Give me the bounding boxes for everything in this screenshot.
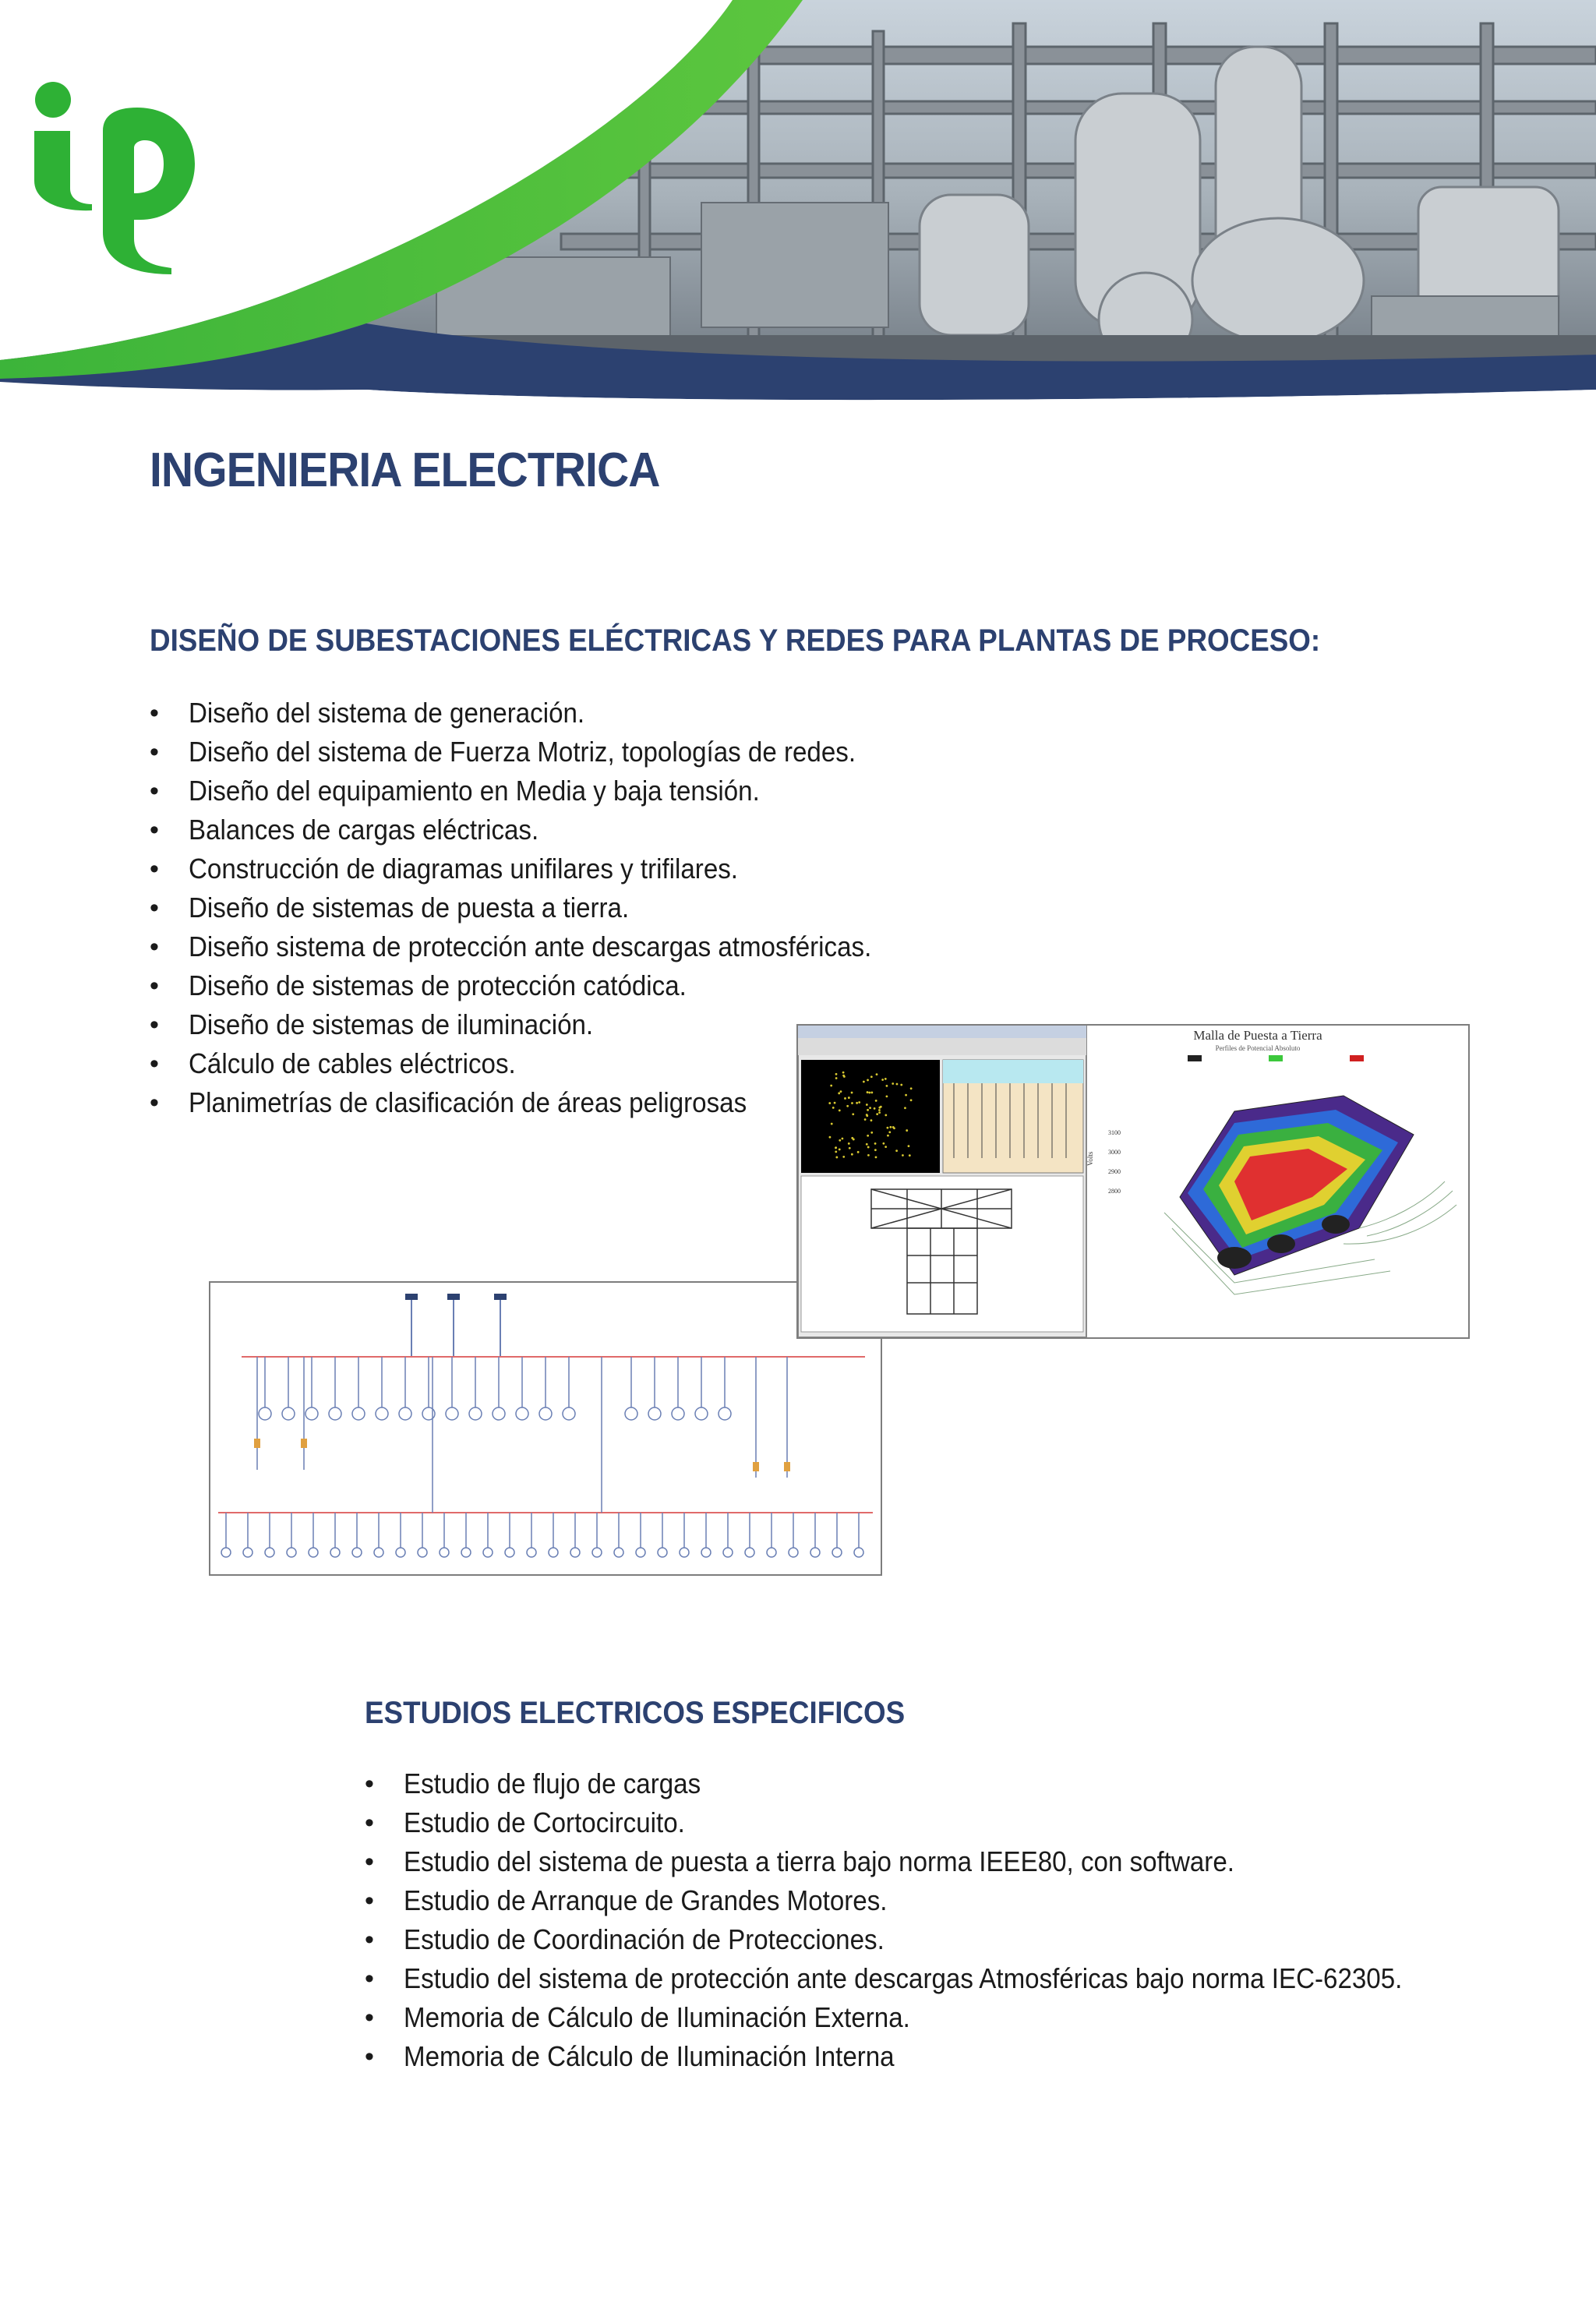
list-item: • Estudio del sistema de puesta a tierra bajo norma IEEE80, con software.	[365, 1845, 1234, 1877]
list-item: • Memoria de Cálculo de Iluminación Externa.	[365, 2001, 910, 2033]
list-item: • Diseño del sistema de generación.	[150, 697, 585, 729]
list-item: • Estudio de flujo de cargas	[365, 1767, 701, 1799]
axis-label: Volts	[1086, 1151, 1094, 1166]
single-line-diagram	[210, 1283, 881, 1574]
list-item: • Diseño del equipamiento en Media y baja tensión.	[150, 775, 760, 807]
y-tick: 2800	[1108, 1188, 1121, 1195]
list-item: • Estudio de Coordinación de Protecciones.	[365, 1923, 885, 1955]
page-title: INGENIERIA ELECTRICA	[150, 443, 660, 497]
software-window	[798, 1026, 1086, 1337]
list-item: • Estudio de Cortocircuito.	[365, 1806, 685, 1838]
list-item: • Diseño del sistema de Fuerza Motriz, topologías de redes.	[150, 736, 856, 768]
list-item: • Diseño de sistemas de puesta a tierra.	[150, 892, 630, 923]
grounding-grid-software-screenshot	[798, 1026, 1468, 1337]
specific-studies-list	[365, 1764, 1489, 2076]
list-item: • Memoria de Cálculo de Iluminación Interna	[365, 2040, 895, 2072]
list-item: • Construcción de diagramas unifilares y trifilares.	[150, 853, 739, 885]
list-item: • Estudio de Arranque de Grandes Motores.	[365, 1884, 888, 1916]
section-heading-substation-design: DISEÑO DE SUBESTACIONES ELÉCTRICAS Y REDES PARA PLANTAS DE PROCESO:	[150, 623, 1321, 658]
y-tick: 3000	[1108, 1149, 1121, 1156]
list-item: • Balances de cargas eléctricas.	[150, 814, 539, 846]
list-item: • Diseño de sistemas de iluminación.	[150, 1008, 594, 1040]
plot-subtitle: Perfiles de Potencial Absoluto	[1215, 1044, 1301, 1052]
y-tick: 2900	[1108, 1168, 1121, 1175]
plot-title: Malla de Puesta a Tierra	[1193, 1028, 1322, 1043]
grounding-grid-figure	[796, 1024, 1470, 1339]
y-tick: 3100	[1108, 1129, 1121, 1136]
list-item: • Cálculo de cables eléctricos.	[150, 1047, 516, 1079]
list-item: • Estudio del sistema de protección ante descargas Atmosféricas bajo norma IEC-62305.	[365, 1962, 1403, 1994]
header-banner	[0, 0, 1596, 436]
list-item: • Planimetrías de clasificación de áreas peligrosas	[150, 1086, 747, 1118]
single-line-diagram-figure	[209, 1281, 882, 1576]
list-item: • Diseño sistema de protección ante descargas atmosféricas.	[150, 931, 872, 962]
section-heading-specific-studies: ESTUDIOS ELECTRICOS ESPECIFICOS	[365, 1696, 906, 1730]
list-item: • Diseño de sistemas de protección catódica.	[150, 969, 687, 1001]
